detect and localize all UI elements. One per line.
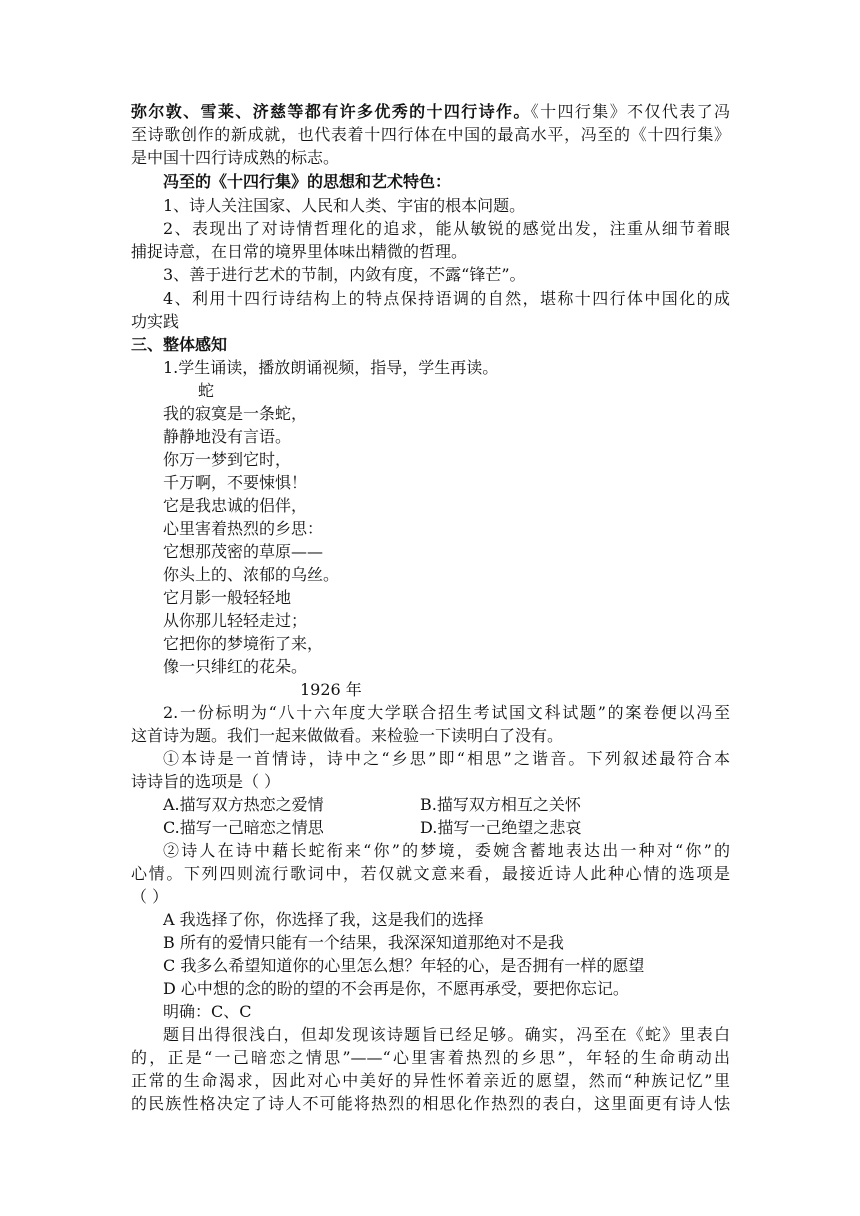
feature-item-3: 3、善于进行艺术的节制，内敛有度，不露“锋芒”。	[163, 265, 526, 284]
poem-line: 千万啊，不要悚惧！	[163, 473, 308, 492]
poem-line: 它把你的梦境衔了来，	[163, 634, 324, 653]
poem-line: 你头上的、浓郁的乌丝。	[163, 565, 340, 584]
analysis-line: 的，正是“一己暗恋之情思”——“心里害着热烈的乡思”，年轻的生命萌动出	[131, 1048, 730, 1067]
question-1-option-a: A.描写双方热恋之爱情	[163, 795, 324, 814]
analysis-line: 正常的生命渴求，因此对心中美好的异性怀着亲近的愿望，然而“种族记忆”里	[131, 1071, 730, 1090]
poem-line: 静静地没有言语。	[163, 427, 292, 446]
question-1-option-b: B.描写双方相互之关怀	[420, 795, 581, 814]
question-2-option-b: B 所有的爱情只能有一个结果，我深深知道那绝对不是我	[163, 933, 564, 952]
poem-title: 蛇	[198, 381, 215, 400]
poem-year: 1926 年	[300, 680, 362, 699]
intro-line-3: 是中国十四行诗成熟的标志。	[131, 148, 340, 167]
question-1-line-2: 诗诗旨的选项是（ ）	[131, 772, 281, 791]
question-1-option-d: D.描写一己绝望之悲哀	[420, 818, 582, 837]
analysis-line: 题目出得很浅白，但却发现该诗题旨已经足够。确实，冯至在《蛇》里表白	[163, 1025, 730, 1044]
poem-line: 它月影一般轻轻地	[163, 588, 292, 607]
question-2-option-c: C 我多么希望知道你的心里怎么想？年轻的心，是否拥有一样的愿望	[163, 956, 645, 975]
question-2-option-a: A 我选择了你，你选择了我，这是我们的选择	[163, 910, 484, 929]
question-2-line-2: 心情。下列四则流行歌词中，若仅就文意来看，最接近诗人此种心情的选项是	[131, 864, 730, 883]
poem-line: 我的寂寞是一条蛇，	[163, 404, 308, 423]
poem-line: 像一只绯红的花朵。	[163, 657, 308, 676]
feature-item-2-line-2: 捕捉诗意，在日常的境界里体味出精微的哲理。	[131, 242, 468, 261]
feature-item-4-line-1: 4、利用十四行诗结构上的特点保持语调的自然，堪称十四行体中国化的成	[163, 289, 730, 308]
question-2-line-3: （ ）	[131, 887, 169, 906]
intro-line-1-rest: 《十四行集》不仅代表了冯	[530, 102, 730, 121]
feature-item-2-line-1: 2、表现出了对诗情哲理化的追求，能从敏锐的感觉出发，注重从细节着眼	[163, 219, 730, 238]
feature-item-4-line-2: 功实践	[131, 312, 180, 331]
poem-line: 它是我忠诚的侣伴，	[163, 496, 308, 515]
question-1-option-c: C.描写一己暗恋之情思	[163, 818, 324, 837]
intro-line-1-bold: 弥尔敦、雪莱、济慈等都有许多优秀的十四行诗作。	[131, 102, 531, 121]
question-1-line-1: ①本诗是一首情诗，诗中之“乡思”即“相思”之谐音。下列叙述最符合本	[163, 749, 730, 768]
poem-line: 从你那儿轻轻走过；	[163, 611, 308, 630]
intro-line-1	[131, 101, 730, 123]
poem-line: 你万一梦到它时，	[163, 450, 292, 469]
exam-intro-line-2: 这首诗为题。我们一起来做做看。来检验一下读明白了没有。	[131, 726, 564, 745]
section-3-heading: 三、整体感知	[131, 335, 228, 354]
exam-intro-line-1: 2.一份标明为“八十六年度大学联合招生考试国文科试题”的案卷便以冯至	[163, 703, 730, 722]
feature-item-1: 1、诗人关注国家、人民和人类、宇宙的根本问题。	[163, 196, 526, 215]
poem-line: 心里害着热烈的乡思：	[163, 519, 324, 538]
intro-line-2: 至诗歌创作的新成就，也代表着十四行体在中国的最高水平，冯至的《十四行集》	[131, 125, 730, 144]
question-2-option-d: D 心中想的念的盼的望的不会再是你，不愿再承受，要把你忘记。	[163, 979, 629, 998]
answer-text: 明确：C、C	[163, 1002, 252, 1021]
section-3-step-1: 1.学生诵读，播放朗诵视频，指导，学生再读。	[163, 358, 499, 377]
features-heading: 冯至的《十四行集》的思想和艺术特色：	[163, 172, 452, 191]
analysis-line: 的民族性格决定了诗人不可能将热烈的相思化作热烈的表白，这里面更有诗人怯	[131, 1094, 730, 1113]
poem-line: 它想那茂密的草原——	[163, 542, 324, 561]
question-2-line-1: ②诗人在诗中藉长蛇衔来“你”的梦境，委婉含蓄地表达出一种对“你”的	[163, 841, 730, 860]
